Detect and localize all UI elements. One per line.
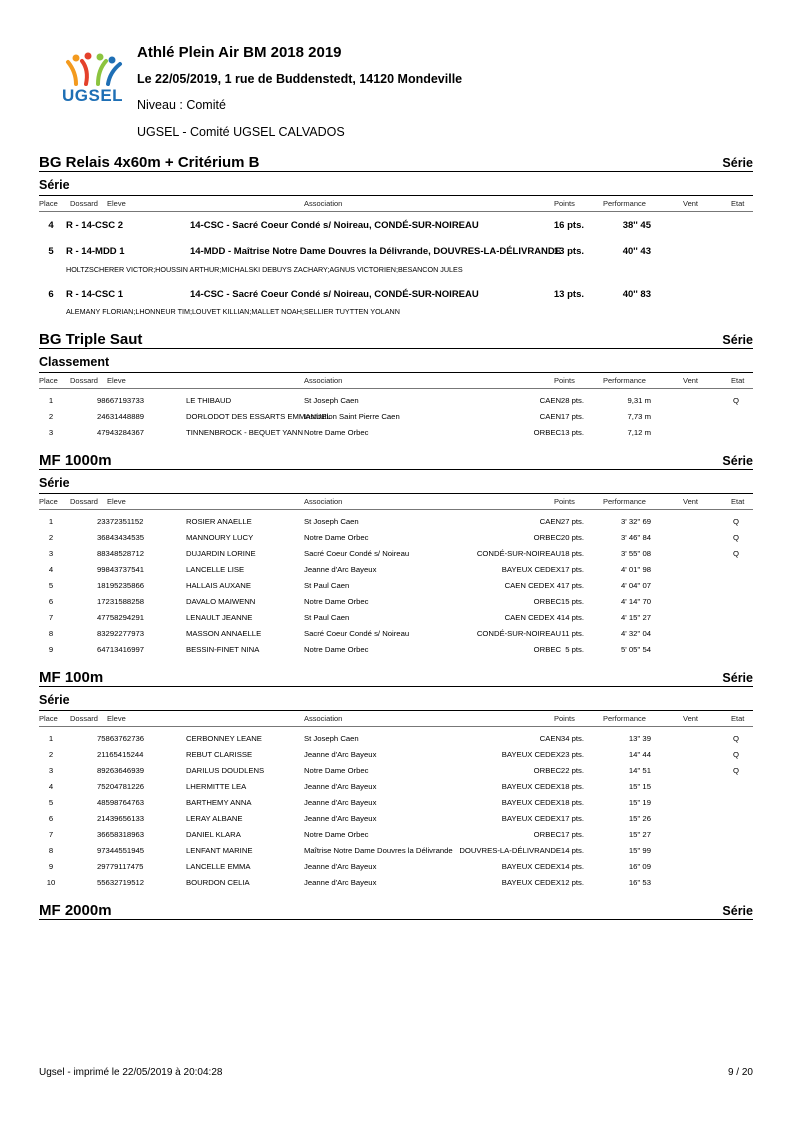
cell-name: REBUT CLARISSE <box>186 750 253 759</box>
cell-school: Notre Dame Orbec <box>304 830 369 839</box>
cell-city: BAYEUX CEDEX <box>501 750 561 759</box>
cell-place: 2 <box>48 533 54 542</box>
cell-points: 5 pts. <box>565 645 584 654</box>
result-row <box>39 830 753 842</box>
cell-perf: 15'' 15 <box>628 782 651 791</box>
cell-school: St Joseph Caen <box>304 734 359 743</box>
cell-points: 13 pts. <box>560 428 584 437</box>
result-row <box>39 597 753 609</box>
ugsel-figures-icon <box>62 52 126 86</box>
relay-association: 14-CSC - Sacré Coeur Condé s/ Noireau, CONDÉ-SUR-NOIREAU <box>190 289 479 300</box>
cell-place: 1 <box>48 734 54 743</box>
cell-dossard: 48598764763 <box>97 798 145 807</box>
cell-dossard: 21439656133 <box>97 814 145 823</box>
cell-dossard: 29779117475 <box>97 862 144 871</box>
cell-city: BAYEUX CEDEX <box>501 565 561 574</box>
section-title: MF 2000m <box>39 902 112 919</box>
section-type: Série <box>722 333 753 347</box>
column-header-eleve: Eleve <box>107 376 126 385</box>
cell-etat: Q <box>733 766 739 775</box>
section-type: Série <box>722 904 753 918</box>
cell-points: 11 pts. <box>561 629 584 638</box>
result-row <box>39 798 753 810</box>
cell-school: Maîtrise Notre Dame Douvres la Délivrande <box>304 846 453 855</box>
cell-perf: 14'' 51 <box>628 766 651 775</box>
cell-etat: Q <box>733 517 739 526</box>
section-subtitle: Série <box>39 476 70 490</box>
cell-name: LENFANT MARINE <box>186 846 253 855</box>
cell-perf: 5' 05'' 54 <box>620 645 651 654</box>
cell-city: CAEN <box>539 734 561 743</box>
cell-name: DORLODOT DES ESSARTS EMMANUEL <box>186 412 331 421</box>
cell-points: 34 pts. <box>560 734 584 743</box>
cell-perf: 15'' 27 <box>628 830 651 839</box>
relay-points: 16 pts. <box>553 220 584 231</box>
result-row <box>39 645 753 657</box>
cell-points: 27 pts. <box>560 517 584 526</box>
relay-points: 13 pts. <box>553 289 584 300</box>
result-row <box>39 565 753 577</box>
relay-place: 6 <box>48 289 54 300</box>
cell-school: Notre Dame Orbec <box>304 533 369 542</box>
cell-place: 5 <box>48 798 54 807</box>
column-header-vent: Vent <box>683 376 699 385</box>
cell-name: LERAY ALBANE <box>186 814 243 823</box>
relay-points: 13 pts. <box>553 246 584 257</box>
cell-city: CONDÉ-SUR-NOIREAU <box>476 549 561 558</box>
cell-dossard: 98667193733 <box>97 396 145 405</box>
cell-school: Jeanne d'Arc Bayeux <box>304 798 377 807</box>
relay-association: 14-CSC - Sacré Coeur Condé s/ Noireau, CONDÉ-SUR-NOIREAU <box>190 220 479 231</box>
cell-school: Institution Saint Pierre Caen <box>304 412 400 421</box>
relay-performance: 40'' 43 <box>622 246 651 257</box>
result-row <box>39 862 753 874</box>
cell-school: Jeanne d'Arc Bayeux <box>304 565 377 574</box>
cell-place: 8 <box>48 846 54 855</box>
cell-name: BOURDON CELIA <box>186 878 250 887</box>
table-header <box>39 497 753 509</box>
cell-dossard: 75204781226 <box>97 782 145 791</box>
relay-place: 5 <box>48 246 54 257</box>
cell-points: 12 pts. <box>560 878 584 887</box>
column-header-place: Place <box>39 497 58 506</box>
relay-row <box>39 246 753 259</box>
section-divider <box>39 686 753 687</box>
cell-points: 18 pts. <box>560 782 584 791</box>
cell-points: 14 pts. <box>560 613 584 622</box>
cell-place: 7 <box>48 830 54 839</box>
cell-city: ORBEC <box>533 645 561 654</box>
cell-city: ORBEC <box>533 766 561 775</box>
cell-place: 3 <box>48 549 54 558</box>
column-header-etat: Etat <box>731 199 745 208</box>
cell-city: BAYEUX CEDEX <box>501 798 561 807</box>
cell-city: BAYEUX CEDEX <box>501 814 561 823</box>
column-header-points: Points <box>554 199 575 208</box>
cell-points: 18 pts. <box>560 549 584 558</box>
result-row <box>39 428 753 440</box>
column-header-association: Association <box>304 497 343 506</box>
cell-city: CAEN <box>539 396 561 405</box>
cell-perf: 7,12 m <box>627 428 651 437</box>
cell-city: DOUVRES-LA-DÉLIVRANDE <box>459 846 561 855</box>
column-header-place: Place <box>39 714 58 723</box>
cell-points: 22 pts. <box>560 766 584 775</box>
cell-dossard: 97344551945 <box>97 846 145 855</box>
cell-city: BAYEUX CEDEX <box>501 878 561 887</box>
column-header-eleve: Eleve <box>107 199 126 208</box>
cell-school: Jeanne d'Arc Bayeux <box>304 750 377 759</box>
cell-school: Jeanne d'Arc Bayeux <box>304 782 377 791</box>
column-header-place: Place <box>39 376 58 385</box>
cell-points: 20 pts. <box>560 533 584 542</box>
cell-dossard: 17231588258 <box>97 597 145 606</box>
cell-place: 9 <box>48 862 54 871</box>
cell-perf: 13'' 39 <box>628 734 651 743</box>
cell-perf: 7,73 m <box>627 412 651 421</box>
result-row <box>39 629 753 641</box>
cell-place: 2 <box>48 412 54 421</box>
cell-place: 6 <box>48 814 54 823</box>
column-header-dossard: Dossard <box>70 497 98 506</box>
column-header-points: Points <box>554 714 575 723</box>
relay-row <box>39 289 753 302</box>
cell-points: 23 pts. <box>560 750 584 759</box>
section-subtitle: Série <box>39 693 70 707</box>
cell-perf: 3' 55'' 08 <box>620 549 651 558</box>
relay-row <box>39 220 753 233</box>
cell-points: 28 pts. <box>560 396 584 405</box>
cell-school: St Joseph Caen <box>304 517 359 526</box>
cell-name: MANNOURY LUCY <box>186 533 254 542</box>
cell-perf: 15'' 19 <box>628 798 651 807</box>
cell-dossard: 64713416997 <box>97 645 145 654</box>
cell-name: TINNENBROCK - BEQUET YANN <box>186 428 304 437</box>
relay-place: 4 <box>48 220 54 231</box>
relay-performance: 40'' 83 <box>622 289 651 300</box>
cell-city: ORBEC <box>533 597 561 606</box>
result-row <box>39 846 753 858</box>
result-row <box>39 581 753 593</box>
cell-name: LHERMITTE LEA <box>186 782 247 791</box>
header-divider <box>39 509 753 510</box>
cell-school: Jeanne d'Arc Bayeux <box>304 814 377 823</box>
cell-school: Notre Dame Orbec <box>304 645 369 654</box>
section-type: Série <box>722 454 753 468</box>
cell-dossard: 24631448889 <box>97 412 145 421</box>
cell-etat: Q <box>733 734 739 743</box>
cell-dossard: 99843737541 <box>97 565 145 574</box>
result-row <box>39 549 753 561</box>
cell-perf: 15'' 26 <box>628 814 651 823</box>
cell-dossard: 21165415244 <box>97 750 144 759</box>
cell-name: LANCELLE LISE <box>186 565 245 574</box>
cell-points: 17 pts. <box>560 565 584 574</box>
section-type: Série <box>722 671 753 685</box>
subtitle-divider <box>39 710 753 711</box>
cell-school: Sacré Coeur Condé s/ Noireau <box>304 629 410 638</box>
relay-performance: 38'' 45 <box>622 220 651 231</box>
cell-dossard: 18195235866 <box>97 581 145 590</box>
cell-school: St Paul Caen <box>304 581 350 590</box>
cell-place: 8 <box>48 629 54 638</box>
section-subtitle: Classement <box>39 355 110 369</box>
cell-perf: 4' 01'' 98 <box>620 565 651 574</box>
result-row <box>39 878 753 890</box>
cell-name: DAVALO MAIWENN <box>186 597 256 606</box>
cell-school: Jeanne d'Arc Bayeux <box>304 862 377 871</box>
relay-association: 14-MDD - Maîtrise Notre Dame Douvres la Délivrande, DOUVRES-LA-DÉLIVRANDE <box>190 246 562 257</box>
footer-page-number: 9 / 20 <box>727 1067 753 1078</box>
cell-dossard: 47758294291 <box>97 613 145 622</box>
event-level: Niveau : Comité <box>137 98 226 112</box>
cell-place: 6 <box>48 597 54 606</box>
cell-points: 17 pts. <box>560 581 584 590</box>
cell-name: BARTHEMY ANNA <box>186 798 252 807</box>
cell-dossard: 89263646939 <box>97 766 145 775</box>
column-header-dossard: Dossard <box>70 199 98 208</box>
cell-etat: Q <box>733 549 739 558</box>
cell-city: ORBEC <box>533 428 561 437</box>
cell-place: 1 <box>48 517 54 526</box>
cell-dossard: 36843434535 <box>97 533 145 542</box>
cell-place: 3 <box>48 428 54 437</box>
column-header-etat: Etat <box>731 376 745 385</box>
cell-name: HALLAIS AUXANE <box>186 581 251 590</box>
cell-dossard: 75863762736 <box>97 734 145 743</box>
cell-city: CAEN CEDEX 4 <box>504 581 561 590</box>
cell-perf: 4' 32'' 04 <box>620 629 651 638</box>
cell-points: 14 pts. <box>560 846 584 855</box>
page-title: Athlé Plein Air BM 2018 2019 <box>137 44 342 61</box>
cell-points: 15 pts. <box>560 597 584 606</box>
cell-etat: Q <box>733 533 739 542</box>
cell-place: 2 <box>48 750 54 759</box>
cell-place: 4 <box>48 782 54 791</box>
cell-place: 4 <box>48 565 54 574</box>
cell-name: CERBONNEY LEANE <box>186 734 262 743</box>
cell-school: St Paul Caen <box>304 613 350 622</box>
cell-school: Notre Dame Orbec <box>304 428 369 437</box>
cell-points: 17 pts. <box>560 412 584 421</box>
column-header-performance: Performance <box>603 376 646 385</box>
cell-place: 9 <box>48 645 54 654</box>
cell-perf: 4' 04'' 07 <box>620 581 651 590</box>
column-header-etat: Etat <box>731 497 745 506</box>
cell-school: Notre Dame Orbec <box>304 597 369 606</box>
cell-perf: 3' 32'' 69 <box>620 517 651 526</box>
column-header-dossard: Dossard <box>70 714 98 723</box>
cell-dossard: 55632719512 <box>97 878 145 887</box>
section-title: BG Relais 4x60m + Critérium B <box>39 154 260 171</box>
column-header-association: Association <box>304 714 343 723</box>
cell-place: 5 <box>48 581 54 590</box>
cell-city: BAYEUX CEDEX <box>501 782 561 791</box>
result-row <box>39 766 753 778</box>
result-row <box>39 412 753 424</box>
cell-city: ORBEC <box>533 830 561 839</box>
event-committee: UGSEL - Comité UGSEL CALVADOS <box>137 125 345 139</box>
cell-city: BAYEUX CEDEX <box>501 862 561 871</box>
relay-team: R - 14-CSC 1 <box>66 289 124 300</box>
cell-perf: 16'' 09 <box>628 862 651 871</box>
cell-perf: 4' 15'' 27 <box>620 613 651 622</box>
relay-team: R - 14-MDD 1 <box>66 246 125 257</box>
cell-city: CAEN <box>539 412 561 421</box>
result-row <box>39 814 753 826</box>
cell-name: LE THIBAUD <box>186 396 232 405</box>
column-header-association: Association <box>304 199 343 208</box>
result-row <box>39 396 753 408</box>
column-header-performance: Performance <box>603 497 646 506</box>
section-divider <box>39 919 753 920</box>
cell-etat: Q <box>733 396 739 405</box>
column-header-etat: Etat <box>731 714 745 723</box>
section-subtitle: Série <box>39 178 70 192</box>
cell-name: DANIEL KLARA <box>186 830 241 839</box>
table-header <box>39 714 753 726</box>
column-header-vent: Vent <box>683 199 699 208</box>
event-date-location: Le 22/05/2019, 1 rue de Buddenstedt, 14120 Mondeville <box>137 72 463 86</box>
cell-place: 3 <box>48 766 54 775</box>
result-row <box>39 517 753 529</box>
cell-points: 17 pts. <box>560 814 584 823</box>
header-divider <box>39 726 753 727</box>
column-header-performance: Performance <box>603 199 646 208</box>
cell-perf: 4' 14'' 70 <box>620 597 651 606</box>
column-header-dossard: Dossard <box>70 376 98 385</box>
column-header-vent: Vent <box>683 714 699 723</box>
cell-points: 17 pts. <box>560 830 584 839</box>
section-divider <box>39 171 753 172</box>
cell-place: 1 <box>48 396 54 405</box>
column-header-association: Association <box>304 376 343 385</box>
cell-dossard: 36658318963 <box>97 830 145 839</box>
section-type: Série <box>722 156 753 170</box>
subtitle-divider <box>39 372 753 373</box>
section-title: MF 1000m <box>39 452 112 469</box>
column-header-points: Points <box>554 497 575 506</box>
cell-perf: 15'' 99 <box>628 846 651 855</box>
column-header-eleve: Eleve <box>107 497 126 506</box>
cell-city: ORBEC <box>533 533 561 542</box>
cell-dossard: 83292277973 <box>97 629 145 638</box>
cell-school: Notre Dame Orbec <box>304 766 369 775</box>
column-header-points: Points <box>554 376 575 385</box>
cell-dossard: 88348528712 <box>97 549 145 558</box>
relay-members: HOLTZSCHERER VICTOR;HOUSSIN ARTHUR;MICHALSKI DEBUYS ZACHARY;AGNUS VICTORIEN;BESANCON JULES <box>66 265 463 274</box>
ugsel-logo <box>62 52 126 106</box>
table-header <box>39 199 753 211</box>
cell-city: CAEN <box>539 517 561 526</box>
cell-name: LANCELLE EMMA <box>186 862 251 871</box>
cell-perf: 14'' 44 <box>628 750 651 759</box>
cell-name: MASSON ANNAELLE <box>186 629 262 638</box>
table-header <box>39 376 753 388</box>
subtitle-divider <box>39 195 753 196</box>
column-header-place: Place <box>39 199 58 208</box>
result-row <box>39 533 753 545</box>
cell-perf: 3' 46'' 84 <box>620 533 651 542</box>
logo-text: UGSEL <box>62 86 124 105</box>
cell-perf: 9,31 m <box>627 396 651 405</box>
cell-dossard: 47943284367 <box>97 428 145 437</box>
section-divider <box>39 348 753 349</box>
cell-school: Sacré Coeur Condé s/ Noireau <box>304 549 410 558</box>
footer-printed: Ugsel - imprimé le 22/05/2019 à 20:04:28 <box>39 1067 223 1078</box>
result-row <box>39 782 753 794</box>
cell-perf: 16'' 53 <box>628 878 651 887</box>
column-header-vent: Vent <box>683 497 699 506</box>
cell-name: DARILUS DOUDLENS <box>186 766 265 775</box>
relay-team: R - 14-CSC 2 <box>66 220 124 231</box>
cell-place: 10 <box>46 878 56 887</box>
cell-dossard: 23372351152 <box>97 517 144 526</box>
cell-place: 7 <box>48 613 54 622</box>
cell-points: 18 pts. <box>560 798 584 807</box>
section-title: MF 100m <box>39 669 104 686</box>
cell-name: DUJARDIN LORINE <box>186 549 256 558</box>
subtitle-divider <box>39 493 753 494</box>
cell-name: LENAULT JEANNE <box>186 613 253 622</box>
cell-school: St Joseph Caen <box>304 396 359 405</box>
result-row <box>39 734 753 746</box>
result-row <box>39 750 753 762</box>
cell-school: Jeanne d'Arc Bayeux <box>304 878 377 887</box>
section-divider <box>39 469 753 470</box>
column-header-eleve: Eleve <box>107 714 126 723</box>
section-title: BG Triple Saut <box>39 331 143 348</box>
cell-points: 14 pts. <box>560 862 584 871</box>
cell-etat: Q <box>733 750 739 759</box>
result-row <box>39 613 753 625</box>
header-divider <box>39 388 753 389</box>
cell-name: BESSIN-FINET NINA <box>186 645 260 654</box>
header-divider <box>39 211 753 212</box>
cell-city: CAEN CEDEX 4 <box>504 613 561 622</box>
relay-members: ALEMANY FLORIAN;LHONNEUR TIM;LOUVET KILLIAN;MALLET NOAH;SELLIER TUYTTEN YOLANN <box>66 307 400 316</box>
column-header-performance: Performance <box>603 714 646 723</box>
cell-name: ROSIER ANAELLE <box>186 517 252 526</box>
cell-city: CONDÉ-SUR-NOIREAU <box>476 629 561 638</box>
